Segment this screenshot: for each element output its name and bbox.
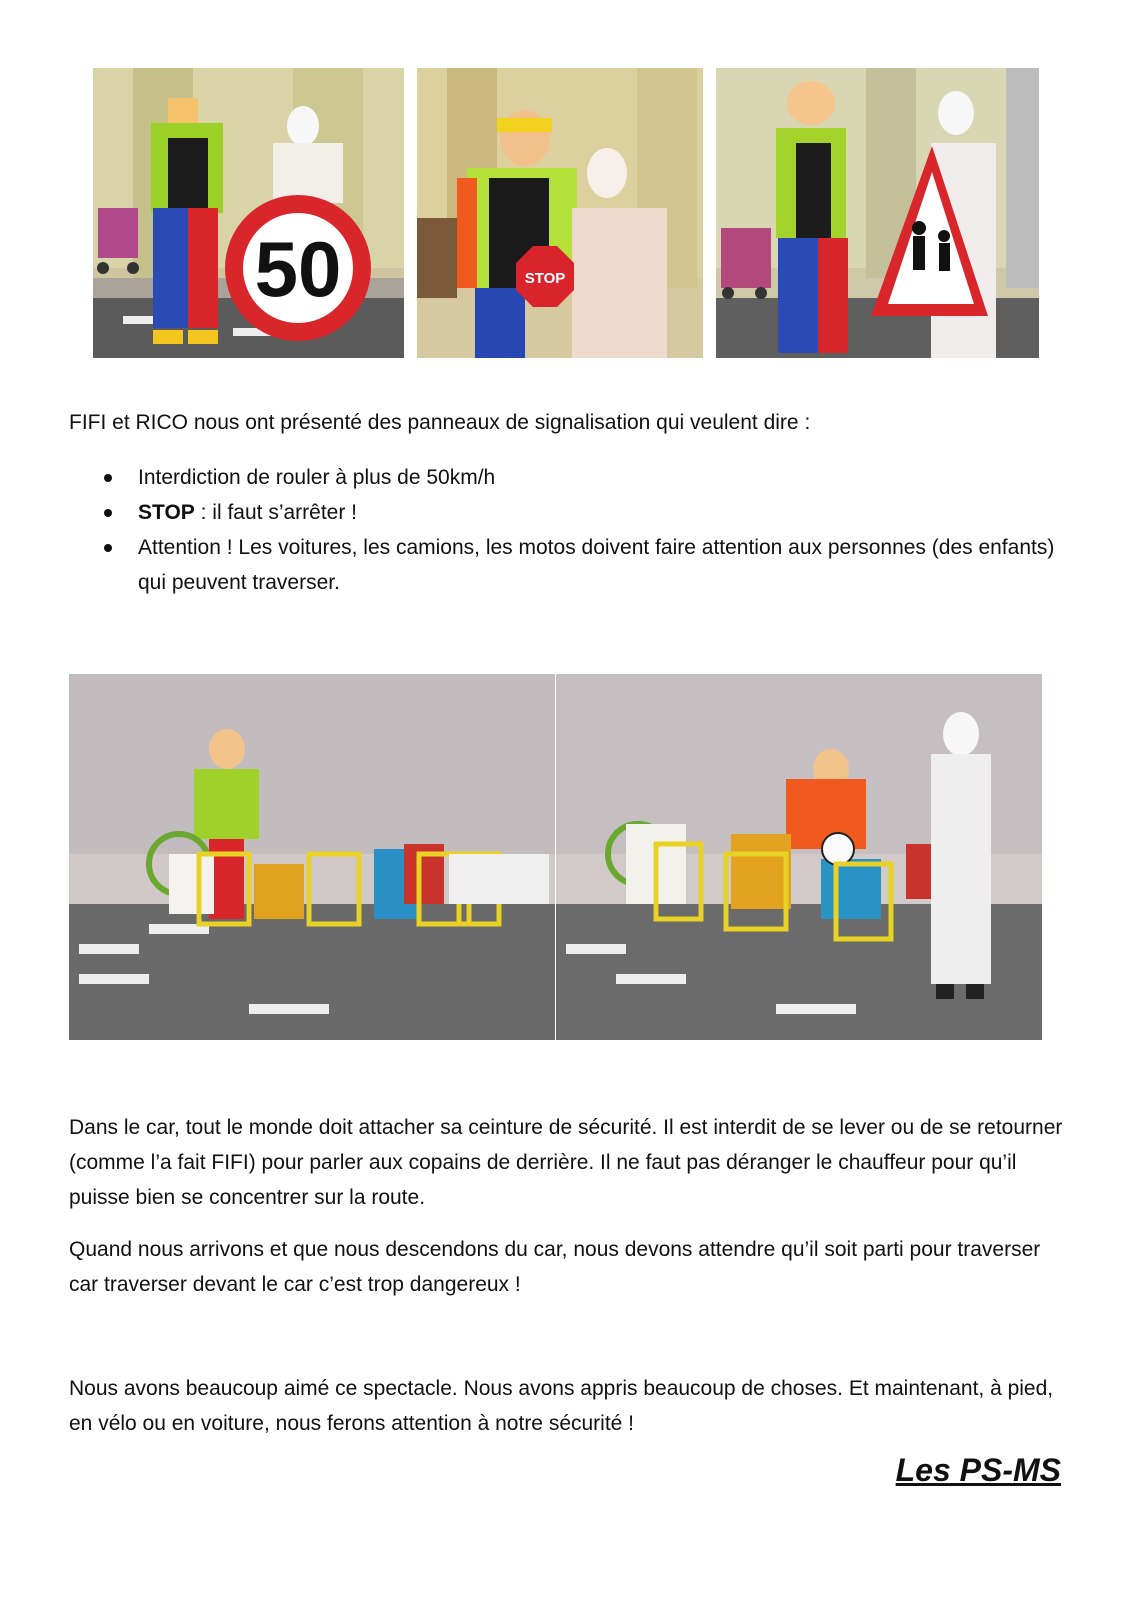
intro-text: FIFI et RICO nous ont présenté des panneaux de signalisation qui veulent dire : (69, 411, 811, 434)
list-item (100, 495, 1064, 530)
list-item-text: : il faut s’arrêter ! (194, 501, 358, 524)
signature: Les PS-MS (895, 1452, 1061, 1488)
stop-sign-text: STOP (524, 270, 566, 287)
list-item-text: Interdiction de rouler à plus de 50km/h (138, 466, 496, 489)
paragraph-crossing: Quand nous arrivons et que nous descendons du car, nous devons attendre qu’il soit parti pour traverser car traverser devant le car c’est trop dangereux ! (69, 1238, 1041, 1296)
photo-stop-sign (417, 68, 703, 358)
speed-sign-text: 50 (254, 225, 342, 313)
list-item (100, 460, 1064, 495)
list-item-text: Attention ! Les voitures, les camions, les motos doivent faire attention aux personnes (des enfants) qui peuvent traverser. (138, 536, 1055, 594)
list-item-bold: STOP (138, 501, 195, 524)
sign-meaning-list (100, 460, 1064, 600)
paragraph-seat-belt: Dans le car, tout le monde doit attacher sa ceinture de sécurité. Il est interdit de se lever ou de se retourner (comme l’a fait FIFI) pour parler aux copains de derrière. Il ne faut pas déranger le chauffeur pour qu’il puisse bien se concentrer sur la route. (69, 1116, 1063, 1209)
photo-bus-seats-clown (69, 674, 555, 1040)
photo-children-crossing-sign (716, 68, 1039, 358)
list-item (100, 530, 1064, 600)
photo-speed-sign (93, 68, 404, 358)
paragraph-conclusion: Nous avons beaucoup aimé ce spectacle. Nous avons appris beaucoup de choses. Et maintenant, à pied, en vélo ou en voiture, nous ferons attention à notre sécurité ! (69, 1377, 1054, 1435)
photo-bus-seats-mime (556, 674, 1042, 1040)
